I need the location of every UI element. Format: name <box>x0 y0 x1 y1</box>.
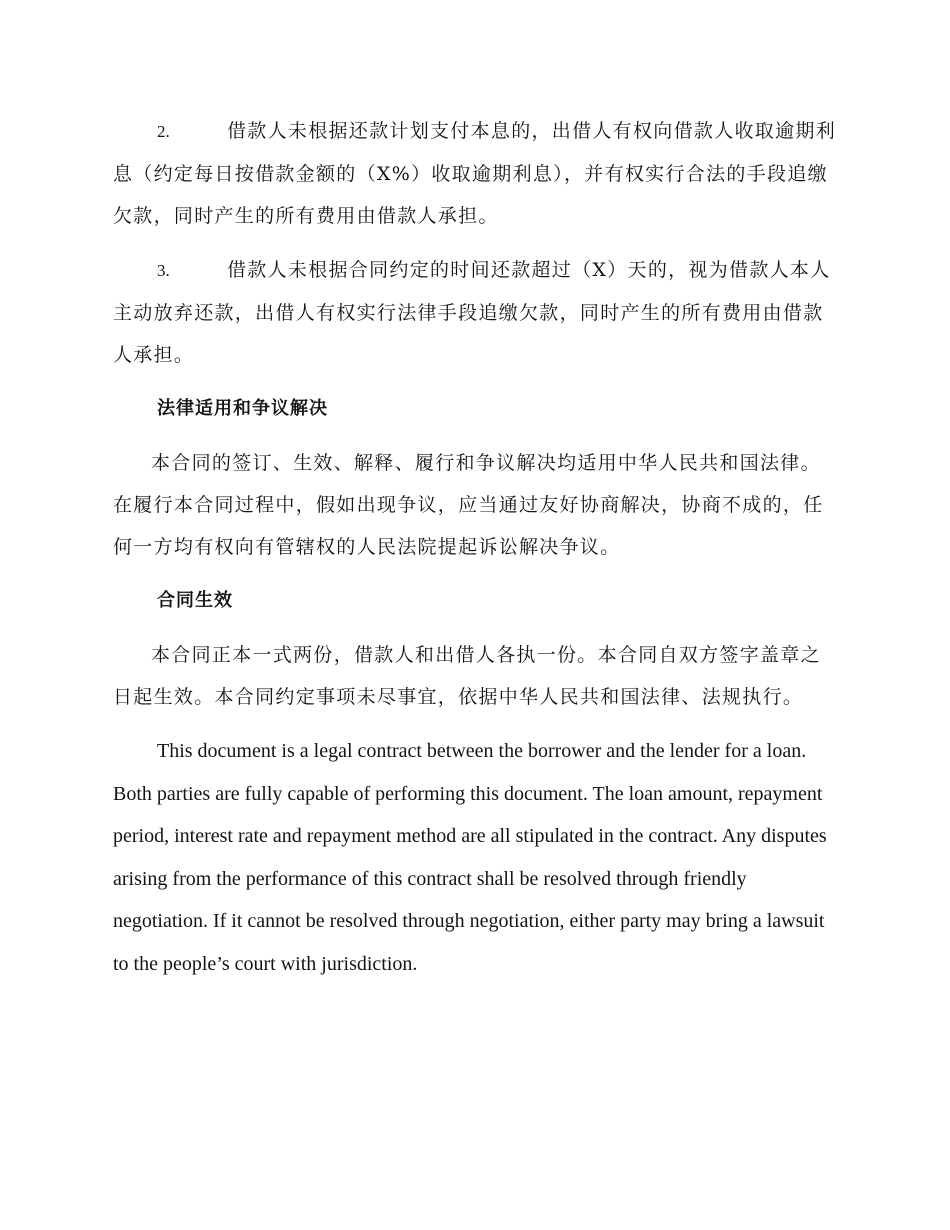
document-page <box>113 110 837 985</box>
section-heading-law: 法律适用和争议解决 <box>157 398 328 419</box>
clause-text: 借款人未根据合同约定的时间还款超过（X）天的，视为借款人本人主动放弃还款，出借人有权实行法律手段追缴欠款，同时产生的所有费用由借款人承担。 <box>113 259 831 366</box>
english-summary-paragraph: This document is a legal contract between the borrower and the lender for a loan. Both parties are fully capable of performing this document. The loan amount, repayment period, interest rate and repayment method are all stipulated in the contract. Any disputes arising from the performance of this contract shall be resolved through friendly negotiation. If it cannot be resolved through negotiation, either party may bring a lawsuit to the people’s court with jurisdiction. <box>113 740 827 975</box>
section-heading-effect: 合同生效 <box>157 590 233 611</box>
clause-item-3 <box>113 249 837 376</box>
section-body-law: 本合同的签订、生效、解释、履行和争议解决均适用中华人民共和国法律。在履行本合同过程中，假如出现争议，应当通过友好协商解决，协商不成的，任何一方均有权向有管辖权的人民法院提起诉讼解决争议。 <box>113 452 824 558</box>
clause-number: 2. <box>157 122 170 141</box>
clause-item-2 <box>113 110 837 237</box>
clause-number: 3. <box>157 261 170 280</box>
section-body-effect: 本合同正本一式两份，借款人和出借人各执一份。本合同自双方签字盖章之日起生效。本合同约定事项未尽事宜，依据中华人民共和国法律、法规执行。 <box>113 644 821 708</box>
clause-text: 借款人未根据还款计划支付本息的，出借人有权向借款人收取逾期利息（约定每日按借款金额的（X%）收取逾期利息），并有权实行合法的手段追缴欠款，同时产生的所有费用由借款人承担。 <box>113 120 837 227</box>
